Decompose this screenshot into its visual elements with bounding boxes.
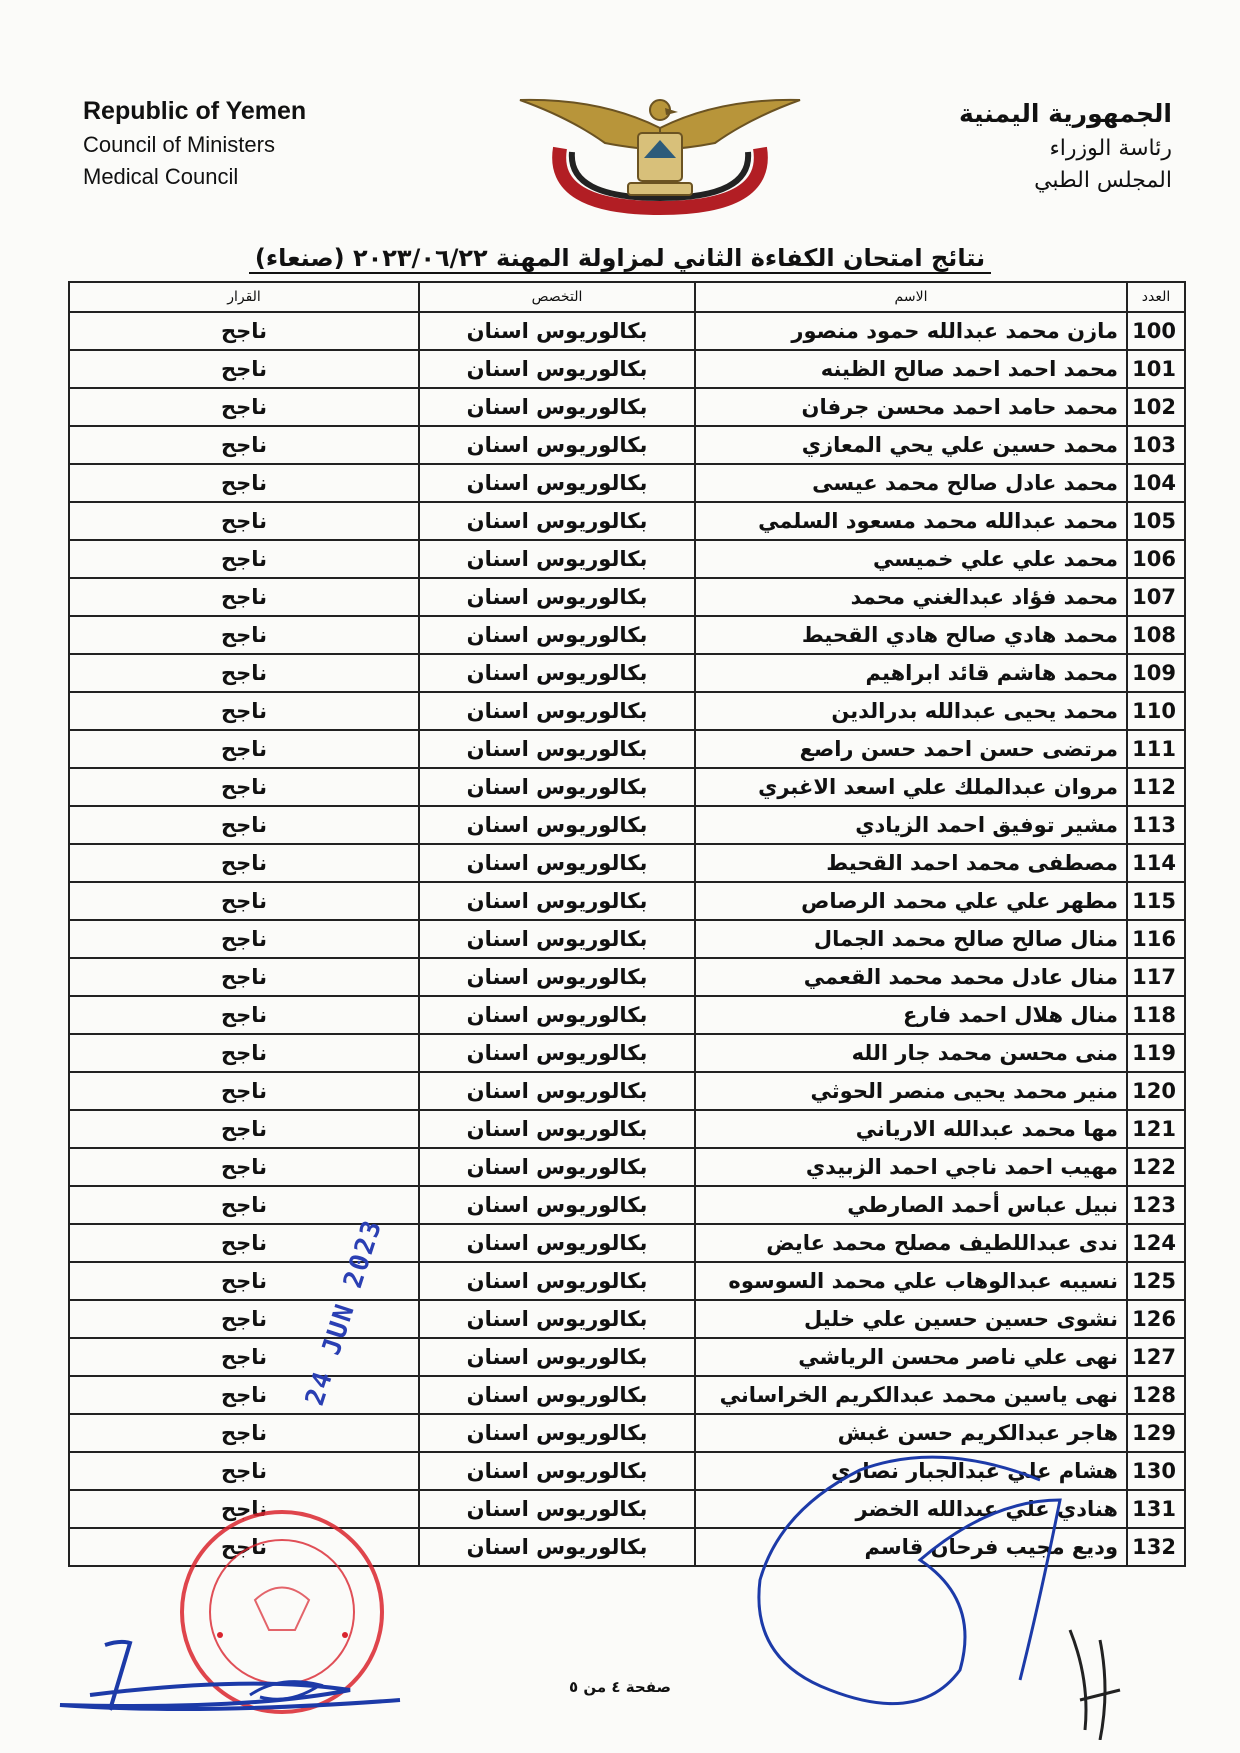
row-decision: ناجح (69, 1376, 419, 1414)
row-number: 125 (1127, 1262, 1185, 1300)
row-name: مطهر علي علي محمد الرصاص (695, 882, 1127, 920)
table-row (69, 1034, 1185, 1072)
row-specialty: بكالوريوس اسنان (419, 1148, 695, 1186)
row-specialty: بكالوريوس اسنان (419, 578, 695, 616)
row-name: محمد فؤاد عبدالغني محمد (695, 578, 1127, 616)
row-name: محمد علي علي خميسي (695, 540, 1127, 578)
row-number: 109 (1127, 654, 1185, 692)
row-decision: ناجح (69, 806, 419, 844)
row-specialty: بكالوريوس اسنان (419, 502, 695, 540)
row-decision: ناجح (69, 768, 419, 806)
row-number: 123 (1127, 1186, 1185, 1224)
table-row (69, 1072, 1185, 1110)
row-number: 117 (1127, 958, 1185, 996)
table-row (69, 502, 1185, 540)
row-specialty: بكالوريوس اسنان (419, 1338, 695, 1376)
row-decision: ناجح (69, 730, 419, 768)
row-specialty: بكالوريوس اسنان (419, 350, 695, 388)
row-specialty: بكالوريوس اسنان (419, 426, 695, 464)
row-specialty: بكالوريوس اسنان (419, 1376, 695, 1414)
row-number: 122 (1127, 1148, 1185, 1186)
row-number: 111 (1127, 730, 1185, 768)
table-row (69, 350, 1185, 388)
table-row (69, 464, 1185, 502)
row-decision: ناجح (69, 958, 419, 996)
table-row (69, 654, 1185, 692)
table-row (69, 1262, 1185, 1300)
row-name: منال صالح صالح محمد الجمال (695, 920, 1127, 958)
country-name-ar: الجمهورية اليمنية (958, 99, 1172, 128)
row-decision: ناجح (69, 1034, 419, 1072)
council-name-ar: المجلس الطبي (1034, 168, 1172, 194)
results-table (68, 281, 1186, 1567)
document-title-text: نتائج امتحان الكفاءة الثاني لمزاولة المهنة ٢٠٢٣/٠٦/٢٢ (صنعاء) (249, 244, 991, 274)
ministry-name-en: Council of Ministers (83, 132, 275, 158)
document-title (0, 244, 1240, 272)
row-decision: ناجح (69, 1452, 419, 1490)
row-name: وديع مجيب فرحان قاسم (695, 1528, 1127, 1566)
table-row (69, 388, 1185, 426)
row-name: مها محمد عبدالله الارياني (695, 1110, 1127, 1148)
row-number: 107 (1127, 578, 1185, 616)
row-number: 108 (1127, 616, 1185, 654)
row-specialty: بكالوريوس اسنان (419, 1262, 695, 1300)
row-specialty: بكالوريوس اسنان (419, 464, 695, 502)
row-specialty: بكالوريوس اسنان (419, 1034, 695, 1072)
table-body (69, 312, 1185, 1566)
row-decision: ناجح (69, 540, 419, 578)
row-name: مروان عبدالملك علي اسعد الاغبري (695, 768, 1127, 806)
row-decision: ناجح (69, 920, 419, 958)
row-decision: ناجح (69, 1262, 419, 1300)
row-name: محمد يحيى عبدالله بدرالدين (695, 692, 1127, 730)
row-number: 131 (1127, 1490, 1185, 1528)
ministry-name-ar: رئاسة الوزراء (1049, 135, 1172, 161)
row-name: ندى عبداللطيف مصلح محمد عايض (695, 1224, 1127, 1262)
row-decision: ناجح (69, 654, 419, 692)
header-arabic (959, 98, 1172, 196)
row-decision: ناجح (69, 1224, 419, 1262)
header-english (83, 96, 306, 190)
row-name: منال عادل محمد محمد القعمي (695, 958, 1127, 996)
header-number: العدد (1127, 282, 1185, 312)
table-row (69, 768, 1185, 806)
table-row (69, 426, 1185, 464)
row-decision: ناجح (69, 692, 419, 730)
row-specialty: بكالوريوس اسنان (419, 996, 695, 1034)
header-specialty: التخصص (419, 282, 695, 312)
row-number: 112 (1127, 768, 1185, 806)
row-specialty: بكالوريوس اسنان (419, 616, 695, 654)
row-specialty: بكالوريوس اسنان (419, 388, 695, 426)
row-specialty: بكالوريوس اسنان (419, 1300, 695, 1338)
row-specialty: بكالوريوس اسنان (419, 1072, 695, 1110)
row-number: 124 (1127, 1224, 1185, 1262)
row-decision: ناجح (69, 1490, 419, 1528)
table-row (69, 996, 1185, 1034)
row-specialty: بكالوريوس اسنان (419, 654, 695, 692)
table-row (69, 578, 1185, 616)
row-number: 100 (1127, 312, 1185, 350)
table-row (69, 730, 1185, 768)
row-number: 121 (1127, 1110, 1185, 1148)
row-name: محمد عبدالله محمد مسعود السلمي (695, 502, 1127, 540)
row-name: محمد هادي صالح هادي القحيط (695, 616, 1127, 654)
row-decision: ناجح (69, 502, 419, 540)
row-name: نهى علي ناصر محسن الرياشي (695, 1338, 1127, 1376)
row-name: نبيل عباس أحمد الصارطي (695, 1186, 1127, 1224)
row-decision: ناجح (69, 1338, 419, 1376)
row-name: محمد حسين علي يحي المعازي (695, 426, 1127, 464)
table-row (69, 1376, 1185, 1414)
row-number: 114 (1127, 844, 1185, 882)
table-row (69, 882, 1185, 920)
row-specialty: بكالوريوس اسنان (419, 692, 695, 730)
row-number: 132 (1127, 1528, 1185, 1566)
table-row (69, 920, 1185, 958)
signature-left-icon (50, 1615, 410, 1725)
row-number: 130 (1127, 1452, 1185, 1490)
row-decision: ناجح (69, 996, 419, 1034)
table-row (69, 806, 1185, 844)
row-number: 127 (1127, 1338, 1185, 1376)
row-decision: ناجح (69, 1186, 419, 1224)
row-name: نسيبه عبدالوهاب علي محمد السوسوه (695, 1262, 1127, 1300)
row-specialty: بكالوريوس اسنان (419, 1528, 695, 1566)
table-row (69, 616, 1185, 654)
table-row (69, 692, 1185, 730)
table-row (69, 1300, 1185, 1338)
table-row (69, 1110, 1185, 1148)
row-decision: ناجح (69, 882, 419, 920)
row-name: منير محمد يحيى منصر الحوثي (695, 1072, 1127, 1110)
row-name: مازن محمد عبدالله حمود منصور (695, 312, 1127, 350)
row-decision: ناجح (69, 1528, 419, 1566)
row-decision: ناجح (69, 578, 419, 616)
row-decision: ناجح (69, 1148, 419, 1186)
table-row (69, 1186, 1185, 1224)
row-number: 115 (1127, 882, 1185, 920)
row-name: هنادي علي عبدالله الخضر (695, 1490, 1127, 1528)
row-name: هاجر عبدالكريم حسن غبش (695, 1414, 1127, 1452)
row-decision: ناجح (69, 426, 419, 464)
row-specialty: بكالوريوس اسنان (419, 1452, 695, 1490)
council-name-en: Medical Council (83, 163, 239, 189)
table-row (69, 1338, 1185, 1376)
row-name: محمد عادل صالح محمد عيسى (695, 464, 1127, 502)
row-decision: ناجح (69, 350, 419, 388)
row-decision: ناجح (69, 312, 419, 350)
row-decision: ناجح (69, 844, 419, 882)
row-decision: ناجح (69, 1072, 419, 1110)
page-number: صفحة ٤ من ٥ (569, 1678, 671, 1696)
row-decision: ناجح (69, 616, 419, 654)
row-number: 104 (1127, 464, 1185, 502)
row-decision: ناجح (69, 1414, 419, 1452)
row-number: 116 (1127, 920, 1185, 958)
row-specialty: بكالوريوس اسنان (419, 1186, 695, 1224)
country-name-en: Republic of Yemen (83, 97, 307, 125)
row-specialty: بكالوريوس اسنان (419, 806, 695, 844)
row-number: 118 (1127, 996, 1185, 1034)
header-name: الاسم (695, 282, 1127, 312)
row-name: مهيب احمد ناجي احمد الزبيدي (695, 1148, 1127, 1186)
row-name: محمد حامد احمد محسن جرفان (695, 388, 1127, 426)
table-row (69, 1148, 1185, 1186)
date-stamp: 24 JUN 2023 (300, 1215, 389, 1410)
row-decision: ناجح (69, 464, 419, 502)
row-specialty: بكالوريوس اسنان (419, 920, 695, 958)
row-number: 103 (1127, 426, 1185, 464)
row-number: 120 (1127, 1072, 1185, 1110)
row-specialty: بكالوريوس اسنان (419, 882, 695, 920)
row-number: 119 (1127, 1034, 1185, 1072)
row-specialty: بكالوريوس اسنان (419, 768, 695, 806)
table-row (69, 958, 1185, 996)
row-number: 110 (1127, 692, 1185, 730)
table-row (69, 312, 1185, 350)
table-row (69, 844, 1185, 882)
row-specialty: بكالوريوس اسنان (419, 1224, 695, 1262)
row-name: مشير توفيق احمد الزيادي (695, 806, 1127, 844)
row-name: محمد احمد احمد صالح الظينه (695, 350, 1127, 388)
signature-right-icon (740, 1440, 1160, 1740)
yemen-eagle-emblem-icon (510, 88, 810, 218)
row-number: 128 (1127, 1376, 1185, 1414)
table-row (69, 1224, 1185, 1262)
row-specialty: بكالوريوس اسنان (419, 730, 695, 768)
row-number: 106 (1127, 540, 1185, 578)
row-specialty: بكالوريوس اسنان (419, 844, 695, 882)
row-name: محمد هاشم قائد ابراهيم (695, 654, 1127, 692)
row-name: هشام علي عبدالجبار نصاري (695, 1452, 1127, 1490)
row-specialty: بكالوريوس اسنان (419, 540, 695, 578)
row-specialty: بكالوريوس اسنان (419, 1414, 695, 1452)
table-row (69, 540, 1185, 578)
row-specialty: بكالوريوس اسنان (419, 1490, 695, 1528)
row-name: منى محسن محمد جار الله (695, 1034, 1127, 1072)
row-number: 113 (1127, 806, 1185, 844)
row-specialty: بكالوريوس اسنان (419, 958, 695, 996)
row-number: 101 (1127, 350, 1185, 388)
row-number: 105 (1127, 502, 1185, 540)
row-specialty: بكالوريوس اسنان (419, 1110, 695, 1148)
row-decision: ناجح (69, 1110, 419, 1148)
row-specialty: بكالوريوس اسنان (419, 312, 695, 350)
row-decision: ناجح (69, 388, 419, 426)
table-header-row (69, 282, 1185, 312)
row-name: مرتضى حسن احمد حسن راصع (695, 730, 1127, 768)
row-name: منال هلال احمد فارع (695, 996, 1127, 1034)
header-decision: القرار (69, 282, 419, 312)
row-number: 126 (1127, 1300, 1185, 1338)
row-name: مصطفى محمد احمد القحيط (695, 844, 1127, 882)
row-number: 102 (1127, 388, 1185, 426)
row-name: نشوى حسين حسين علي خليل (695, 1300, 1127, 1338)
row-number: 129 (1127, 1414, 1185, 1452)
row-decision: ناجح (69, 1300, 419, 1338)
row-name: نهى ياسين محمد عبدالكريم الخراساني (695, 1376, 1127, 1414)
